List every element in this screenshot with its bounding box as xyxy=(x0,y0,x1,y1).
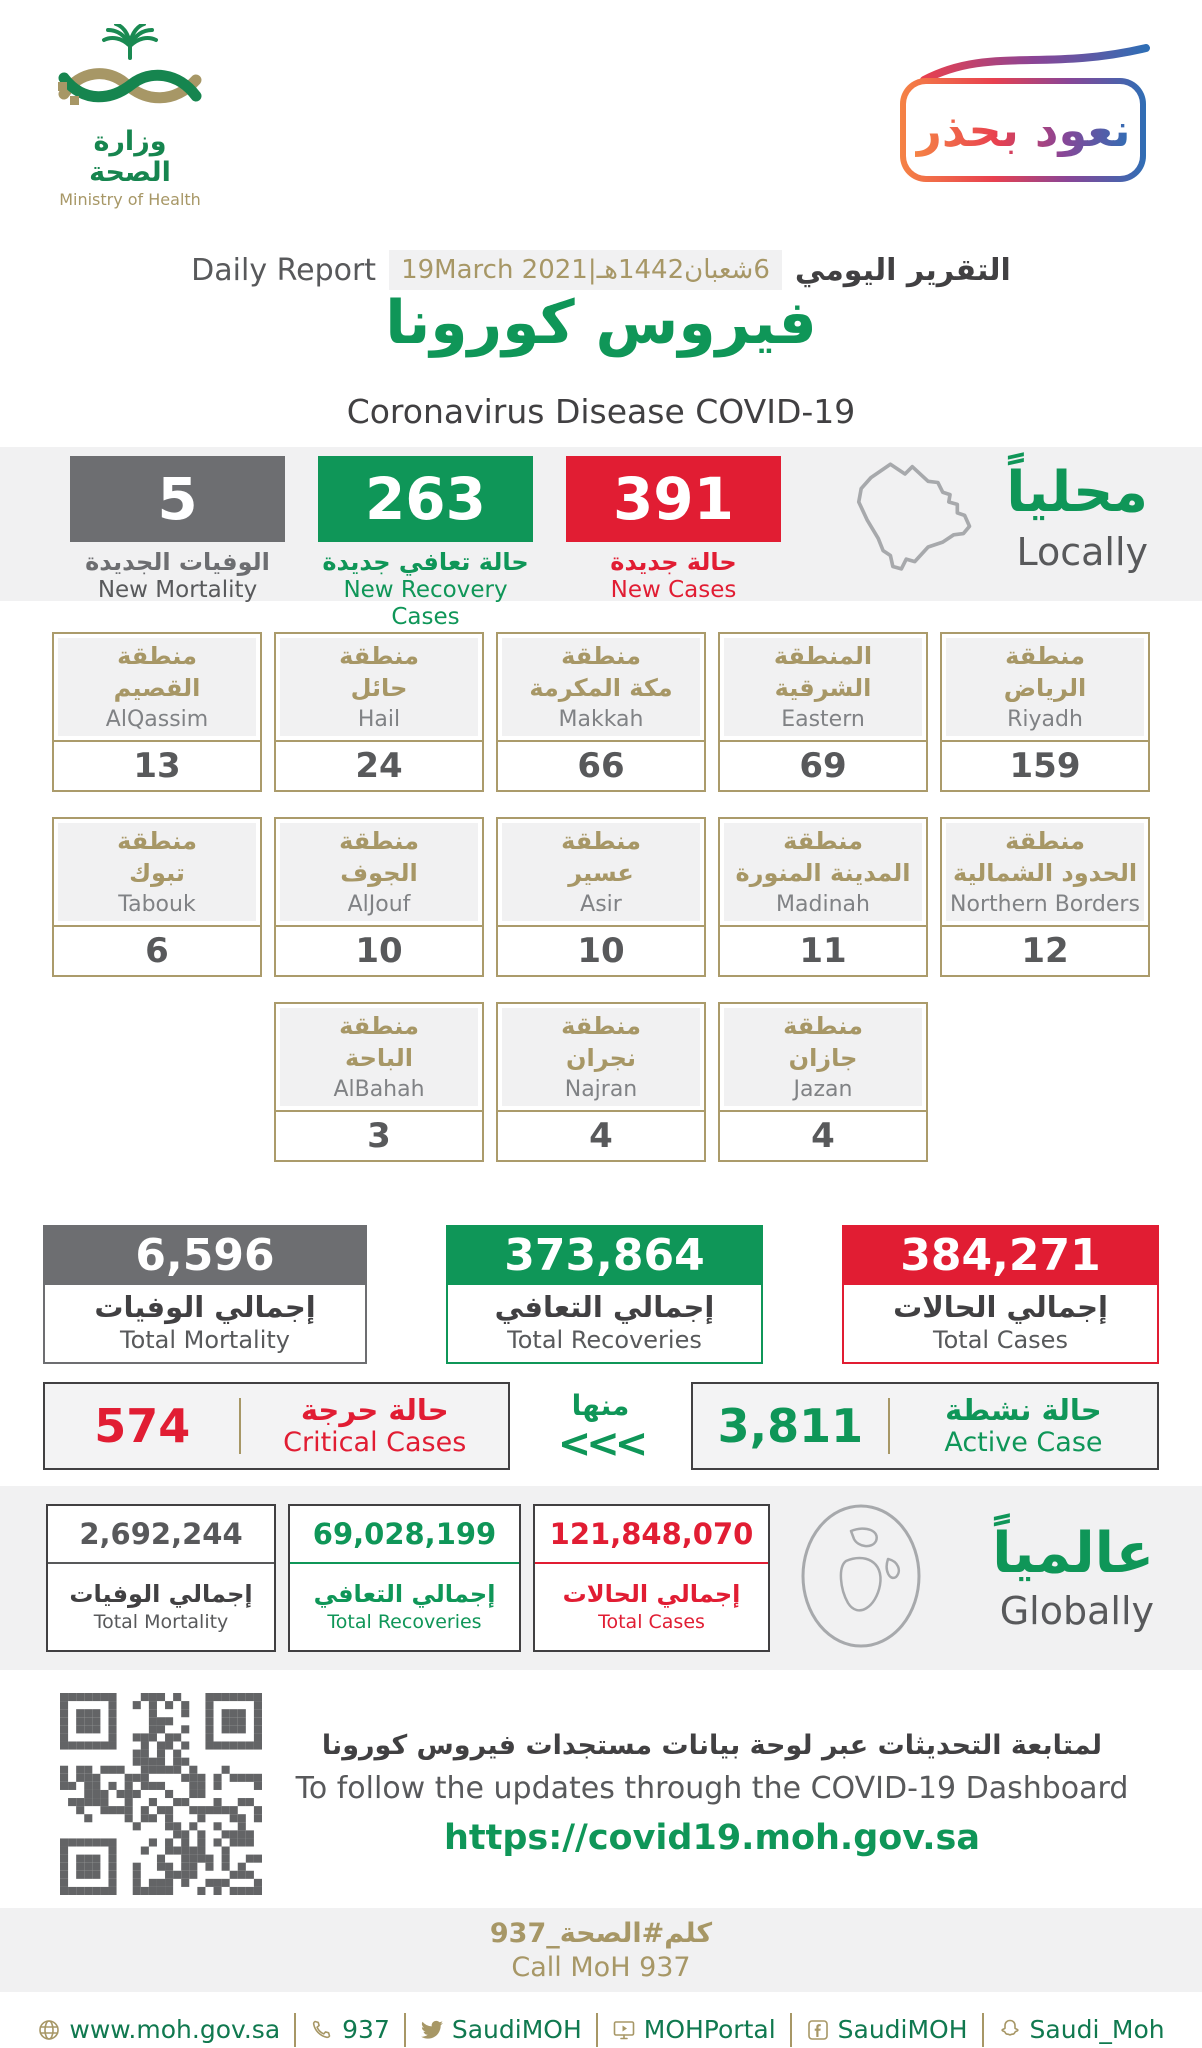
locally-heading xyxy=(978,456,1150,574)
twitter-icon xyxy=(420,2018,444,2042)
new-mortality-value: 5 xyxy=(70,456,285,542)
new-recovery-value: 263 xyxy=(318,456,533,542)
globe-icon xyxy=(796,1501,926,1655)
global-cases-value: 121,848,070 xyxy=(535,1506,768,1564)
global-recoveries-value: 69,028,199 xyxy=(290,1506,519,1564)
region-ar-line1: منطقة xyxy=(117,826,197,855)
region-ar-line2: الجوف xyxy=(340,859,418,888)
region-value: 69 xyxy=(720,740,926,790)
total-cases-en: Total Cases xyxy=(933,1326,1068,1354)
moh-name-english: Ministry of Health xyxy=(59,190,201,209)
global-mortality-card xyxy=(46,1504,276,1652)
total-recoveries-en: Total Recoveries xyxy=(507,1326,702,1354)
region-ar-line1: منطقة xyxy=(561,826,641,855)
footer-snapchat-label: Saudi_Moh xyxy=(1029,2015,1165,2044)
new-cases-stat xyxy=(566,456,781,604)
footer-phone-label: 937 xyxy=(342,2015,390,2044)
region-value: 3 xyxy=(276,1110,482,1160)
region-en: AlQassim xyxy=(105,706,209,732)
global-mortality-ar: إجمالي الوفيات xyxy=(69,1580,253,1609)
footer-snapchat-link[interactable] xyxy=(998,2015,1165,2044)
region-value: 11 xyxy=(720,925,926,975)
footer-portal-label: MOHPortal xyxy=(643,2015,776,2044)
region-card-jazan xyxy=(718,1002,928,1162)
total-cases-ar: إجمالي الحالات xyxy=(893,1290,1108,1324)
moh-logo xyxy=(50,24,210,209)
region-card-eastern xyxy=(718,632,928,792)
divider xyxy=(596,2013,598,2047)
region-ar-line2: جازان xyxy=(788,1044,858,1073)
dashboard-note-en: To follow the updates through the COVID-19 Dashboard xyxy=(295,1771,1129,1806)
region-ar-line2: القصيم xyxy=(113,674,201,703)
region-value: 4 xyxy=(498,1110,704,1160)
footer-facebook-label: SaudiMOH xyxy=(837,2015,968,2044)
new-mortality-label-en: New Mortality xyxy=(97,576,258,603)
region-en: Jazan xyxy=(793,1076,853,1102)
dashboard-section xyxy=(0,1694,1202,1894)
region-ar-line2: تبوك xyxy=(129,859,185,888)
total-recoveries-ar: إجمالي التعافي xyxy=(494,1290,715,1324)
critical-cases-en: Critical Cases xyxy=(283,1427,467,1459)
critical-active-row xyxy=(0,1364,1202,1470)
divider xyxy=(294,2013,296,2047)
divider xyxy=(790,2013,792,2047)
moh-name-arabic: وزارة الصحة xyxy=(89,126,171,188)
region-card-tabouk xyxy=(52,817,262,977)
globally-heading-ar: عالمياً xyxy=(992,1521,1154,1587)
region-en: Makkah xyxy=(558,706,644,732)
regions-grid xyxy=(0,601,1202,1162)
region-value: 24 xyxy=(276,740,482,790)
region-en: AlJouf xyxy=(347,891,411,917)
of-which-indicator xyxy=(557,1388,644,1467)
saudi-map-icon xyxy=(832,458,978,584)
global-cases-ar: إجمالي الحالات xyxy=(562,1580,741,1609)
badge-text: نعود بحذر xyxy=(915,103,1131,157)
region-value: 13 xyxy=(54,740,260,790)
active-cases-en: Active Case xyxy=(944,1427,1103,1459)
report-title-line xyxy=(0,250,1202,290)
region-ar-line2: الحدود الشمالية xyxy=(952,859,1138,888)
locally-heading-en: Locally xyxy=(1016,529,1148,574)
region-ar-line2: الباحة xyxy=(345,1044,413,1073)
region-ar-line2: الرياض xyxy=(1003,674,1087,703)
total-recoveries-value: 373,864 xyxy=(446,1225,763,1285)
region-ar-line1: منطقة xyxy=(117,641,197,670)
region-en: AlBahah xyxy=(333,1076,425,1102)
total-mortality-en: Total Mortality xyxy=(119,1326,290,1354)
divider xyxy=(982,2013,984,2047)
footer-website-label: www.moh.gov.sa xyxy=(69,2015,281,2044)
region-card-aljouf xyxy=(274,817,484,977)
return-with-caution-badge xyxy=(900,50,1150,190)
total-cases-value: 384,271 xyxy=(842,1225,1159,1285)
of-which-label: منها xyxy=(571,1388,630,1422)
region-ar-line2: مكة المكرمة xyxy=(529,674,673,703)
region-en: Northern Borders xyxy=(950,891,1140,917)
new-cases-label-en: New Cases xyxy=(610,576,737,603)
region-ar-line1: المنطقة xyxy=(773,641,873,670)
region-en: Riyadh xyxy=(1007,706,1083,732)
total-mortality-card xyxy=(43,1225,367,1364)
call-moh-ar: كلم#الصحة_937 xyxy=(489,1917,713,1949)
footer-twitter-link[interactable] xyxy=(420,2015,582,2044)
locally-heading-ar: محلياً xyxy=(1006,460,1148,525)
active-cases-ar: حالة نشطة xyxy=(945,1392,1102,1427)
locally-section xyxy=(0,447,1202,631)
region-card-northern-borders xyxy=(940,817,1150,977)
totals-row xyxy=(0,1162,1202,1364)
globally-heading-en: Globally xyxy=(999,1588,1154,1633)
region-en: Tabouk xyxy=(118,891,196,917)
new-cases-value: 391 xyxy=(566,456,781,542)
region-en: Hail xyxy=(357,706,401,732)
qr-code xyxy=(60,1693,262,1895)
active-cases-value: 3,811 xyxy=(717,1399,864,1453)
global-cases-card xyxy=(533,1504,770,1652)
new-mortality-stat xyxy=(70,456,285,604)
new-mortality-label-ar: الوفيات الجديدة xyxy=(85,548,270,576)
region-ar-line2: عسير xyxy=(568,859,634,888)
globally-heading xyxy=(938,1523,1156,1633)
global-recoveries-en: Total Recoveries xyxy=(327,1611,482,1633)
region-ar-line1: منطقة xyxy=(339,1011,419,1040)
region-ar-line1: منطقة xyxy=(783,1011,863,1040)
region-value: 10 xyxy=(276,925,482,975)
region-en: Asir xyxy=(580,891,622,917)
globe-icon xyxy=(37,2018,61,2042)
total-cases-card xyxy=(842,1225,1159,1364)
region-card-albahah xyxy=(274,1002,484,1162)
active-cases-card xyxy=(691,1382,1159,1470)
region-ar-line2: الشرقية xyxy=(774,674,872,703)
region-en: Madinah xyxy=(776,891,870,917)
footer-facebook-link[interactable] xyxy=(806,2015,968,2044)
phone-icon xyxy=(310,2018,334,2042)
region-card-riyadh xyxy=(940,632,1150,792)
region-ar-line1: منطقة xyxy=(339,641,419,670)
region-ar-line1: منطقة xyxy=(561,1011,641,1040)
region-card-najran xyxy=(496,1002,706,1162)
region-en: Najran xyxy=(564,1076,638,1102)
moh-logo-icon xyxy=(50,24,210,120)
region-en: Eastern xyxy=(781,706,865,732)
global-cases-en: Total Cases xyxy=(598,1611,705,1633)
total-mortality-value: 6,596 xyxy=(43,1225,367,1285)
footer-portal-link[interactable] xyxy=(612,2015,776,2044)
daily-report-arabic: التقرير اليومي xyxy=(794,252,1011,288)
global-recoveries-card xyxy=(288,1504,521,1652)
region-value: 12 xyxy=(942,925,1148,975)
footer-phone-link[interactable] xyxy=(310,2015,390,2044)
region-value: 6 xyxy=(54,925,260,975)
region-value: 159 xyxy=(942,740,1148,790)
region-card-asir xyxy=(496,817,706,977)
facebook-icon xyxy=(806,2018,830,2042)
region-value: 10 xyxy=(498,925,704,975)
footer-website-link[interactable] xyxy=(37,2015,280,2044)
total-mortality-ar: إجمالي الوفيات xyxy=(94,1290,316,1324)
region-card-madinah xyxy=(718,817,928,977)
snapchat-icon xyxy=(998,2018,1022,2042)
region-value: 4 xyxy=(720,1110,926,1160)
youtube-icon xyxy=(612,2018,636,2042)
region-card-hail xyxy=(274,632,484,792)
region-ar-line1: منطقة xyxy=(339,826,419,855)
daily-report-english: Daily Report xyxy=(191,252,377,288)
total-recoveries-card xyxy=(446,1225,763,1364)
footer-links xyxy=(0,1992,1202,2048)
critical-cases-value: 574 xyxy=(94,1399,191,1453)
new-recovery-label-en: New Recovery Cases xyxy=(343,576,508,631)
new-cases-label-ar: حالة جديدة xyxy=(610,548,737,576)
critical-cases-ar: حالة حرجة xyxy=(300,1392,449,1427)
dashboard-note-ar: لمتابعة التحديثات عبر لوحة بيانات مستجدات فيروس كورونا xyxy=(321,1730,1103,1761)
region-ar-line2: نجران xyxy=(566,1044,636,1073)
divider xyxy=(404,2013,406,2047)
region-value: 66 xyxy=(498,740,704,790)
global-recoveries-ar: إجمالي التعافي xyxy=(313,1580,496,1609)
report-date: 6شعبان1442هـ|19March 2021 xyxy=(389,250,782,290)
page-title-english: Coronavirus Disease COVID-19 xyxy=(346,392,856,431)
region-ar-line1: منطقة xyxy=(783,826,863,855)
global-mortality-value: 2,692,244 xyxy=(48,1506,274,1564)
region-ar-line1: منطقة xyxy=(561,641,641,670)
globally-section xyxy=(0,1486,1202,1670)
critical-cases-card xyxy=(43,1382,510,1470)
region-ar-line1: منطقة xyxy=(1005,826,1085,855)
dashboard-url-link[interactable]: https://covid19.moh.gov.sa xyxy=(443,1818,981,1858)
region-ar-line2: حائل xyxy=(350,674,408,703)
header-section xyxy=(0,0,1202,447)
call-moh-band xyxy=(0,1908,1202,1992)
region-ar-line1: منطقة xyxy=(1005,641,1085,670)
page-title-arabic: فيروس كورونا xyxy=(385,288,817,358)
global-mortality-en: Total Mortality xyxy=(93,1611,229,1633)
footer-twitter-label: SaudiMOH xyxy=(451,2015,582,2044)
call-moh-en: Call MoH 937 xyxy=(511,1951,691,1983)
new-recovery-label-ar: حالة تعافي جديدة xyxy=(322,548,529,576)
region-card-alqassim xyxy=(52,632,262,792)
region-card-makkah xyxy=(496,632,706,792)
new-recovery-stat xyxy=(318,456,533,632)
region-ar-line2: المدينة المنورة xyxy=(735,859,911,888)
chevrons-icon: <<< xyxy=(557,1420,644,1467)
